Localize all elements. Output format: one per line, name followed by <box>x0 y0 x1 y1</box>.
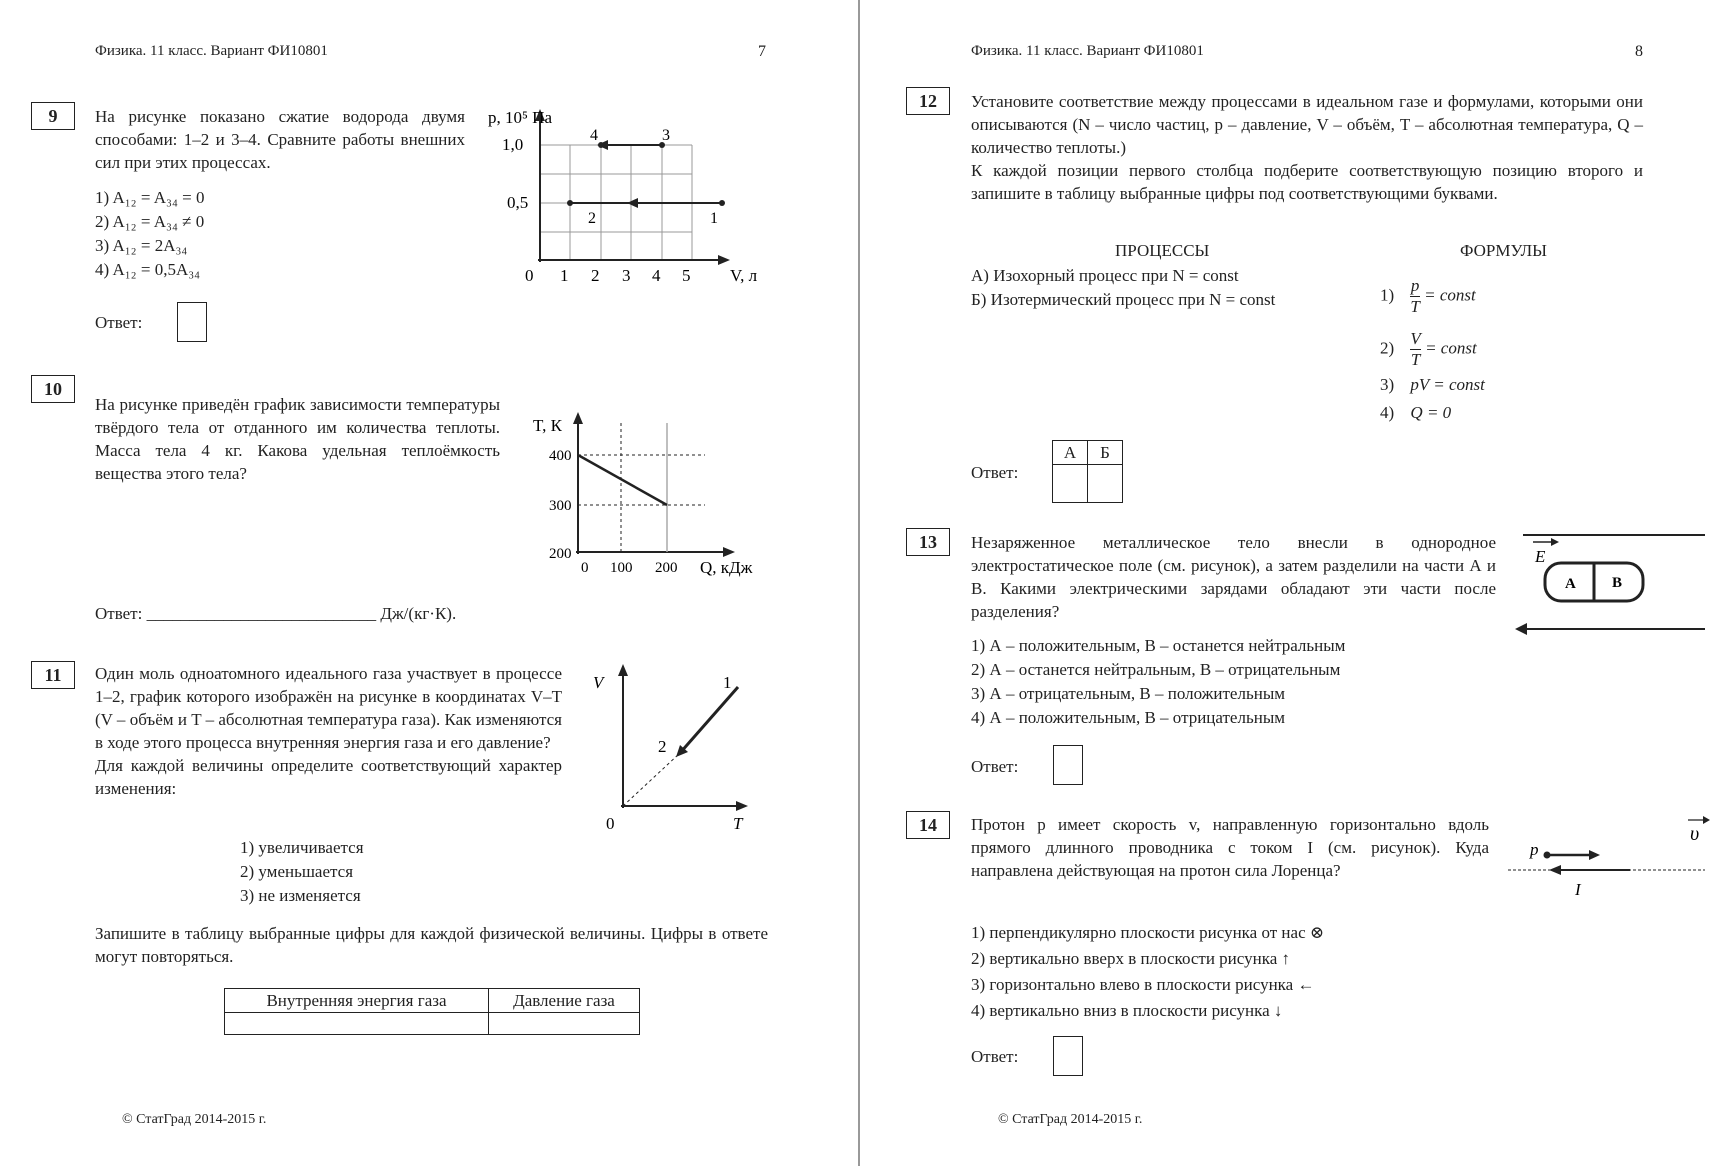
y-tick: 400 <box>549 448 572 464</box>
option-4: 4) A₁₂ = 0,5A₃₄ <box>95 260 201 279</box>
answer-row-10 <box>95 604 456 624</box>
option-3: 3) А – отрицательным, В – положительным <box>971 684 1285 703</box>
graph-v-t <box>588 660 763 835</box>
answer-label: Ответ: <box>971 1047 1019 1066</box>
question-13-options <box>971 634 1345 730</box>
question-11-body-2: Для каждой величины определите соответствующий характер изменения: <box>95 756 562 798</box>
x-axis-label: T <box>733 814 743 833</box>
y-tick: 0,5 <box>507 193 529 212</box>
option-3: 3) не изменяется <box>240 886 361 905</box>
field-figure <box>1515 525 1715 640</box>
question-11-instruction: Запишите в таблицу выбранные цифры для каждой физической величины. Цифры в ответе могут повторяться. <box>95 924 768 966</box>
processes-list <box>971 264 1275 312</box>
answer-box-14[interactable] <box>1053 1036 1083 1076</box>
answer-table-12 <box>1052 440 1123 503</box>
question-9-options <box>95 186 204 282</box>
question-14-text: Протон p имеет скорость v, направленную горизонтально вдоль прямого длинного проводника с током I (см. рисунок). Куда направлена действующая на протон сила Лоренца? <box>971 815 1489 880</box>
formula-3: 3) pV = const <box>1380 375 1485 394</box>
answer-box-9[interactable] <box>177 302 207 342</box>
answer-cell[interactable] <box>488 1013 639 1035</box>
page-number: 8 <box>1635 43 1643 60</box>
option-4: 4) А – положительным, В – отрицательным <box>971 708 1285 727</box>
x-tick: 200 <box>655 560 678 576</box>
question-number-13: 13 <box>906 528 950 556</box>
process-a: А) Изохорный процесс при N = const <box>971 266 1239 285</box>
y-axis-label: V <box>593 673 604 692</box>
page-header: Физика. 11 класс. Вариант ФИ10801 <box>971 43 1204 59</box>
y-axis-label: T, К <box>533 416 562 435</box>
formula-2: 2) $\frac{V}{T}$ = const <box>1380 329 1477 369</box>
proton-label: p <box>1530 840 1539 859</box>
question-11-text <box>95 662 562 800</box>
y-axis-label: p, 10⁵ Па <box>488 108 552 127</box>
question-number-9: 9 <box>31 102 75 130</box>
option-2: 2) A₁₂ = A₃₄ ≠ 0 <box>95 212 205 231</box>
x-tick: 3 <box>622 266 631 285</box>
footer-copyright: © СтатГрад 2014-2015 г. <box>122 1112 267 1127</box>
question-11-options <box>240 836 364 908</box>
velocity-label: υ <box>1690 823 1700 845</box>
option-2: 2) А – останется нейтральным, В – отрицательным <box>971 660 1341 679</box>
origin-label: 0 <box>606 814 615 833</box>
y-tick: 200 <box>549 546 572 562</box>
question-12-body-2: К каждой позиции первого столбца подберите соответствующую позицию второго и запишите в таблицу выбранные цифры под соответствующими буквами. <box>971 161 1643 203</box>
answer-cell[interactable] <box>1053 465 1088 503</box>
point-label: 3 <box>662 127 670 144</box>
x-tick: 0 <box>525 266 534 285</box>
part-b-label: В <box>1612 575 1623 591</box>
answer-label: Ответ: <box>971 757 1019 776</box>
point-label: 1 <box>723 673 732 692</box>
question-number-14: 14 <box>906 811 950 839</box>
page-header: Физика. 11 класс. Вариант ФИ10801 <box>95 43 328 59</box>
x-tick: 5 <box>682 266 691 285</box>
question-14-options <box>971 920 1324 1024</box>
question-12-text <box>971 90 1643 205</box>
answer-line[interactable]: ___________________________ <box>146 604 377 623</box>
question-11-body: Один моль одноатомного идеального газа участвует в процессе 1–2, график которого изображён на рисунке в координатах V–T (V – объём и T – абсолютная температура газа). Как изменяются в ходе этого процесса внутренняя энергия газа и его давление? <box>95 664 562 752</box>
current-label: I <box>1575 880 1581 899</box>
x-axis-label: V, л <box>730 266 758 285</box>
answer-label: Ответ: <box>95 604 143 623</box>
footer-copyright: © СтатГрад 2014-2015 г. <box>998 1112 1143 1127</box>
answer-table-11 <box>224 988 640 1035</box>
answer-box-13[interactable] <box>1053 745 1083 785</box>
field-label: E <box>1535 547 1546 566</box>
answer-label: Ответ: <box>95 313 143 332</box>
formulas-title: ФОРМУЛЫ <box>1460 241 1547 260</box>
point-label: 1 <box>710 210 718 227</box>
option-1: 1) A₁₂ = A₃₄ = 0 <box>95 188 205 207</box>
option-3: 3) горизонтально влево в плоскости рисунка ← <box>971 975 1315 994</box>
question-number-11: 11 <box>31 661 75 689</box>
option-1: 1) А – положительным, В – останется нейтральным <box>971 636 1346 655</box>
lorentz-figure <box>1505 815 1710 900</box>
formula-4: 4) Q = 0 <box>1380 403 1452 422</box>
option-3: 3) A₁₂ = 2A₃₄ <box>95 236 188 255</box>
question-13-text: Незаряженное металлическое тело внесли в однородное электростатическое поле (см. рисунок), а затем разделили на части А и В. Какими электрическими зарядами обладают эти части после разделения? <box>971 533 1496 621</box>
x-tick: 2 <box>591 266 600 285</box>
answer-unit: Дж/(кг·К). <box>380 604 457 623</box>
option-1: 1) увеличивается <box>240 838 364 857</box>
process-b: Б) Изотермический процесс при N = const <box>971 290 1276 309</box>
processes-title: ПРОЦЕССЫ <box>1115 241 1210 260</box>
part-a-label: А <box>1565 576 1576 592</box>
table-header: Б <box>1088 441 1123 465</box>
question-10-text: На рисунке приведён график зависимости температуры твёрдого тела от отданного им количества теплоты. Масса тела 4 кг. Какова удельная теплоёмкость вещества этого тела? <box>95 395 500 483</box>
point-label: 2 <box>658 737 667 756</box>
table-header: Внутренняя энергия газа <box>225 989 489 1013</box>
table-header: А <box>1053 441 1088 465</box>
question-9-text: На рисунке показано сжатие водорода двумя способами: 1–2 и 3–4. Сравните работы внешних сил при этих процессах. <box>95 107 465 172</box>
page-8 <box>860 0 1716 1166</box>
formula-1: 1) $\frac{p}{T}$ = const <box>1380 276 1476 316</box>
answer-cell[interactable] <box>1088 465 1123 503</box>
x-tick: 1 <box>560 266 569 285</box>
option-4: 4) вертикально вниз в плоскости рисунка ↓ <box>971 1001 1283 1020</box>
option-2: 2) вертикально вверх в плоскости рисунка ↑ <box>971 949 1290 968</box>
page-number: 7 <box>758 43 766 60</box>
option-2: 2) уменьшается <box>240 862 354 881</box>
point-label: 2 <box>588 210 596 227</box>
graph-p-v <box>480 105 780 290</box>
y-tick: 1,0 <box>502 135 524 154</box>
table-header: Давление газа <box>488 989 639 1013</box>
graph-t-q <box>525 408 770 583</box>
question-number-12: 12 <box>906 87 950 115</box>
answer-cell[interactable] <box>225 1013 489 1035</box>
question-number-10: 10 <box>31 375 75 403</box>
answer-label: Ответ: <box>971 463 1019 482</box>
question-12-body: Установите соответствие между процессами в идеальном газе и формулами, которыми они описываются (N – число частиц, p – давление, V – объём, T – абсолютная температура, Q – количество теплоты.) <box>971 92 1643 157</box>
x-axis-label: Q, кДж <box>700 558 753 577</box>
x-tick: 0 <box>581 560 589 576</box>
option-1: 1) перпендикулярно плоскости рисунка от нас ⊗ <box>971 923 1325 942</box>
x-tick: 100 <box>610 560 633 576</box>
x-tick: 4 <box>652 266 661 285</box>
y-tick: 300 <box>549 498 572 514</box>
point-label: 4 <box>590 127 598 144</box>
